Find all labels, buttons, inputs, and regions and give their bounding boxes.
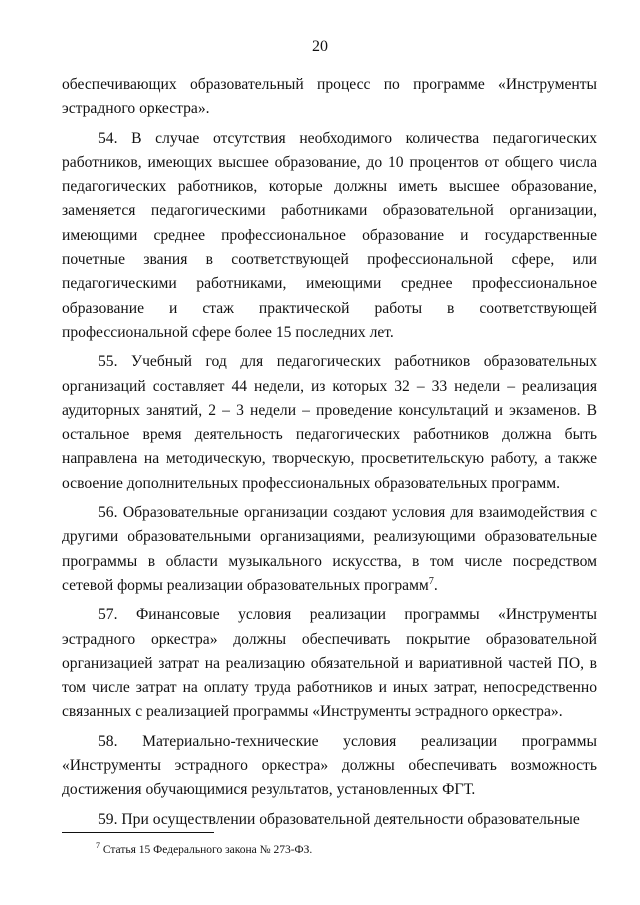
paragraph-text: Учебный год для педагогических работников образовательных организаций составляет 44 недели, из которых 32 – 33 недели – реализация аудиторных занятий, 2 – 3 недели – проведение консультаций и экзаменов. В остальное время деятельность педагогических работников должна быть направлена на методическую, творческую, просветительскую работу, а также освоение дополнительных профессиональных образовательных программ. [62, 353, 597, 492]
footnote [96, 843, 312, 858]
paragraph-54 [62, 127, 597, 346]
paragraph-number: 57. [98, 606, 118, 624]
paragraph-text: При осуществлении образовательной деятельности образовательные [121, 810, 580, 828]
paragraph-55 [62, 350, 597, 496]
footnote-reference[interactable]: 7 [428, 575, 434, 587]
page-number: 20 [312, 38, 328, 55]
paragraph-text: В случае отсутствия необходимого количества педагогических работников, имеющих высшее образование, до 10 процентов от общего числа педагогических работников, которые должны иметь высшее образование, заменяется педагогическими работниками образовательной организации, имеющими среднее профессиональное образование и государственные почетные звания в соответствующей профессиональной сфере, или педагогическими работниками, имеющими среднее профессиональное образование и стаж практической работы в соответствующей профессиональной сфере более 15 последних лет. [62, 129, 597, 341]
paragraph-57 [62, 603, 597, 724]
paragraph-56 [62, 501, 597, 598]
paragraph-number: 59. [98, 810, 118, 828]
paragraph-number: 58. [98, 732, 118, 750]
paragraph-number: 55. [98, 353, 118, 371]
footnote-divider [62, 832, 214, 833]
paragraph-59 [62, 808, 597, 832]
paragraph-text: Материально-технические условия реализации программы «Инструменты эстрадного оркестра» должны обеспечивать возможность достижения обучающимися результатов, установленных ФГТ. [62, 732, 597, 799]
footnote-marker: 7 [96, 841, 100, 851]
paragraph-text: Образовательные организации создают условия для взаимодействия с другими образовательными организациями, реализующими образовательные программы в области музыкального искусства, в том числе посредством сетевой формы реализации образовательных программ [62, 504, 598, 594]
document-body [62, 73, 597, 837]
paragraph-number: 56. [98, 504, 118, 522]
paragraph-tail: . [433, 576, 438, 594]
paragraph-number: 54. [98, 129, 118, 147]
paragraph-text: обеспечивающих образовательный процесс по программе «Инструменты эстрадного оркестра». [62, 76, 597, 118]
footnote-text: Статья 15 Федерального закона № 273-ФЗ. [102, 844, 313, 856]
paragraph-continuation [62, 73, 597, 122]
paragraph-58 [62, 730, 597, 803]
paragraph-text: Финансовые условия реализации программы «Инструменты эстрадного оркестра» должны обеспечивать покрытие образовательной организацией затрат на реализацию обязательной и вариативной частей ПО, в том числе затрат на оплату труда работников и иных затрат, непосредственно связанных с реализацией программы «Инструменты эстрадного оркестра». [62, 606, 597, 721]
